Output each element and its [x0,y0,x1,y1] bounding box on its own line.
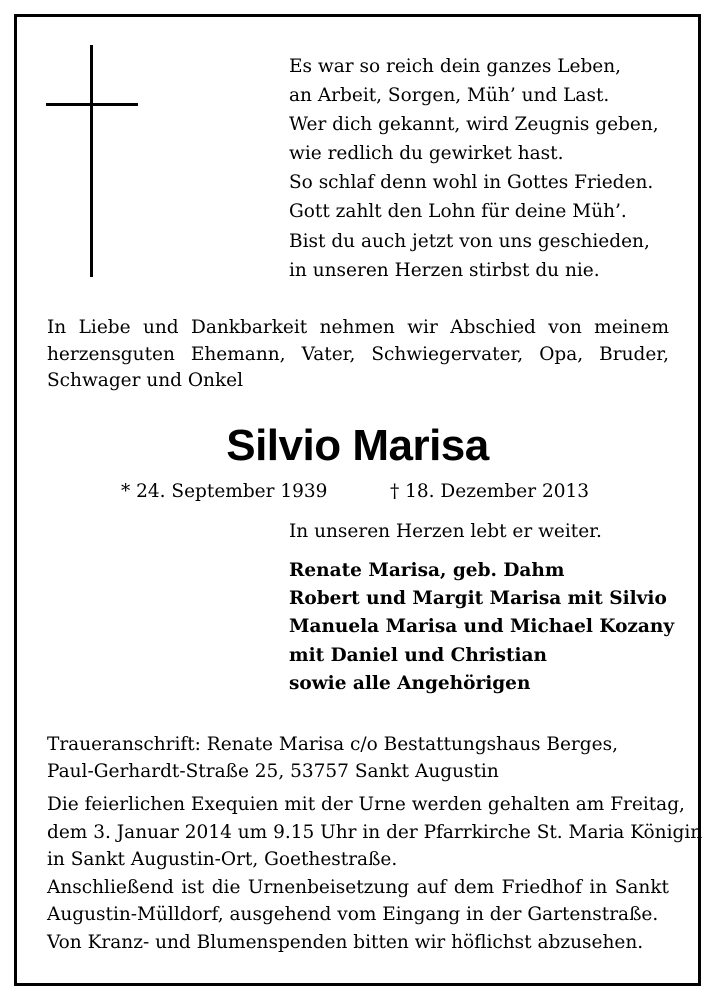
address-line: Paul-Gerhardt-Straße 25, 53757 Sankt Augustin [47,760,499,782]
poem-line: an Arbeit, Sorgen, Müh’ und Last. [289,85,610,107]
family-member: mit Daniel und Christian [289,644,547,666]
details-line: Augustin-Mülldorf, ausgehend vom Eingang in der Gartenstraße. [47,904,659,926]
cross-vertical-bar [90,45,93,277]
family-member: Robert und Margit Marisa mit Silvio [289,588,667,610]
mourning-address [47,732,618,785]
details-line: Die feierlichen Exequien mit der Urne werden gehalten am Freitag, [47,794,685,815]
poem-line: Es war so reich dein ganzes Leben, [289,56,622,77]
details-line: dem 3. Januar 2014 um 9.15 Uhr in der Pfarrkirche St. Maria Königin [47,821,703,843]
poem-line: Bist du auch jetzt von uns geschieden, [289,230,650,252]
family-member: Manuela Marisa und Michael Kozany [289,616,675,638]
family-member: Renate Marisa, geb. Dahm [289,560,565,581]
details-line: in Sankt Augustin-Ort, Goethestraße. [47,849,398,871]
family-list [289,557,674,698]
intro-text [47,315,669,395]
poem-line: So schlaf denn wohl in Gottes Frieden. [289,172,654,194]
intro-line: Schwager und Onkel [47,370,244,392]
service-details [47,791,703,957]
intro-line: In Liebe und Dankbarkeit nehmen wir Abschied von meinem [47,317,669,338]
cross-icon [46,45,138,277]
poem-line: Wer dich gekannt, wird Zeugnis geben, [289,114,659,136]
poem-line: wie redlich du gewirket hast. [289,143,564,165]
birth-date: * 24. September 1939 [121,481,328,502]
poem [289,52,659,285]
details-line: Anschließend ist die Urnenbeisetzung auf dem Friedhof in Sankt [47,876,669,898]
poem-line: Gott zahlt den Lohn für deine Müh’. [289,201,627,223]
family-member: sowie alle Angehörigen [289,672,531,694]
motto: In unseren Herzen lebt er weiter. [289,521,602,542]
address-line: Traueranschrift: Renate Marisa c/o Bestattungshaus Berges, [47,734,618,755]
cross-horizontal-bar [46,103,138,106]
death-date: † 18. Dezember 2013 [390,481,590,502]
poem-line: in unseren Herzen stirbst du nie. [289,259,600,281]
deceased-name: Silvio Marisa [226,421,489,470]
details-line: Von Kranz- und Blumenspenden bitten wir höflichst abzusehen. [47,931,644,953]
intro-line: herzensguten Ehemann, Vater, Schwiegervater, Opa, Bruder, [47,343,669,365]
